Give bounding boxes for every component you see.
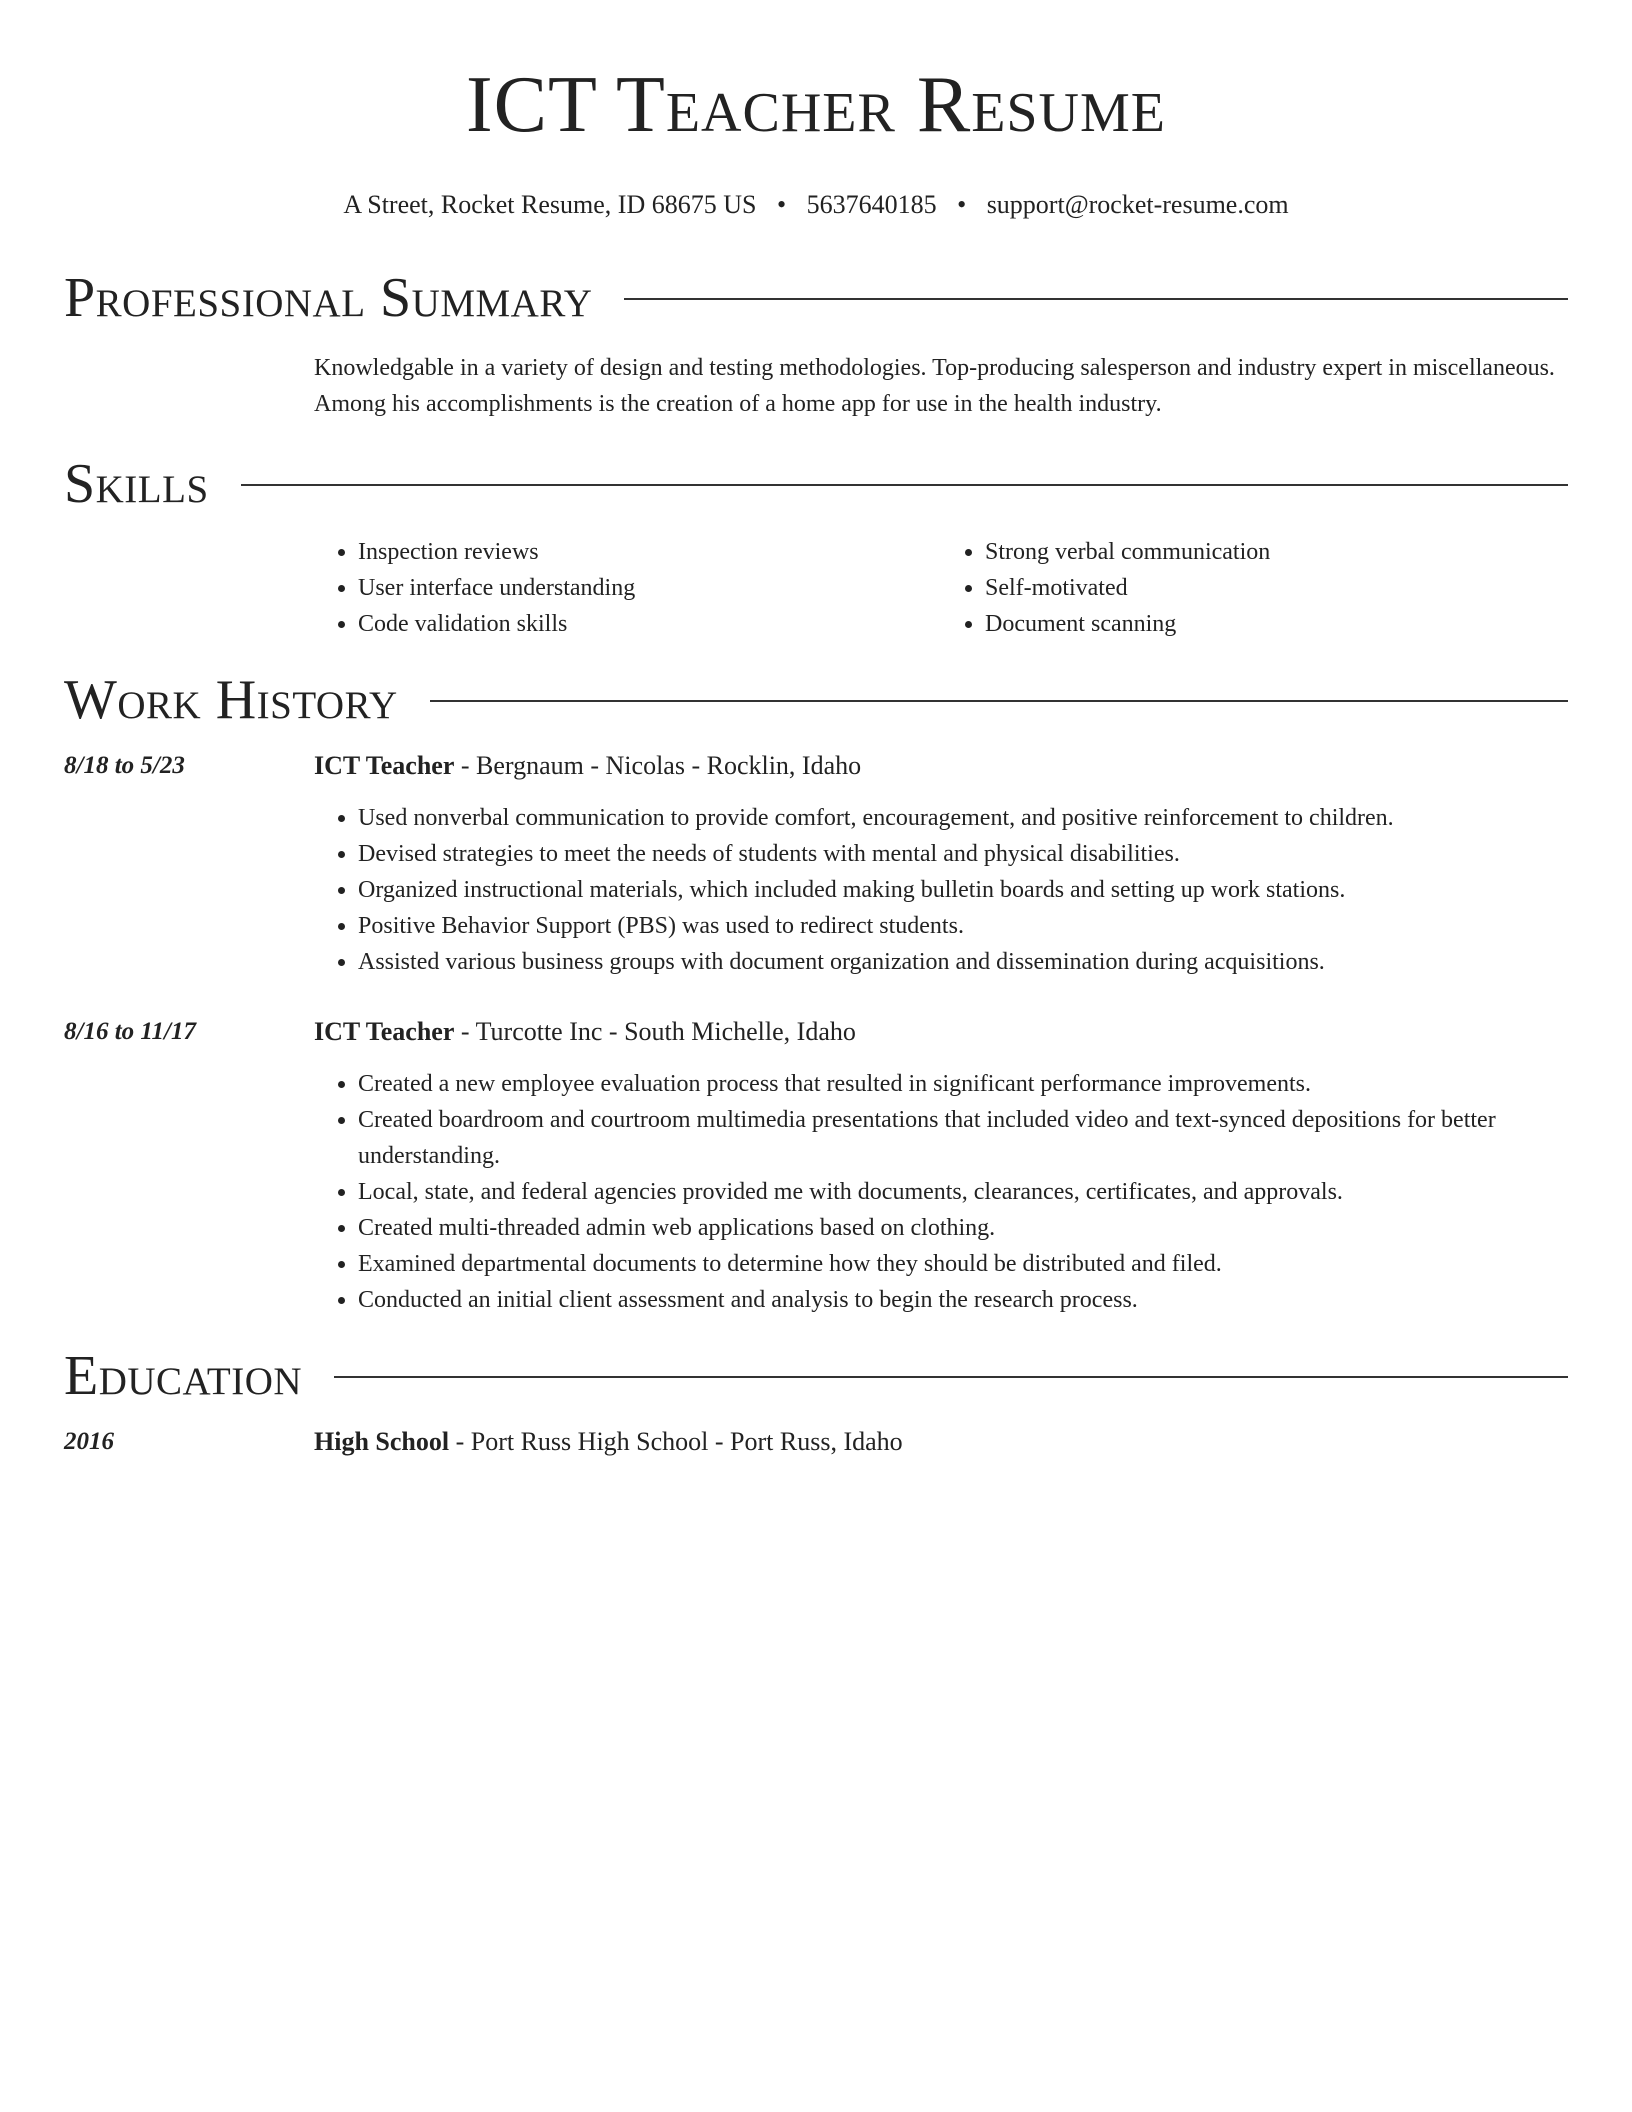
work-heading: Work History (64, 669, 398, 731)
job-bullet: • Conducted an initial client assessment and analysis to begin the research process. (358, 1282, 1568, 1318)
contact-phone: 5637640185 (806, 190, 937, 219)
education-title-line (314, 1424, 1568, 1460)
job-bullet: • Created multi-threaded admin web applications based on clothing. (358, 1210, 1568, 1246)
summary-text: Knowledgable in a variety of design and testing methodologies. Top-producing salesperson and industry expert in miscellaneous. Among his accomplishments is the creation of a home app for use in the health industry. (314, 355, 1555, 417)
job-role: ICT Teacher (314, 751, 455, 780)
section-divider (241, 484, 1568, 486)
contact-address: A Street, Rocket Resume, ID 68675 US (343, 190, 757, 219)
job-header (64, 1014, 1568, 1050)
resume-title: ICT Teacher Resume (466, 61, 1166, 149)
job-bullets-row (64, 1050, 1568, 1318)
job-title-line (314, 748, 1568, 784)
section-divider (334, 1376, 1568, 1378)
job-bullet: • Local, state, and federal agencies provided me with documents, clearances, certificates, and approvals. (358, 1174, 1568, 1210)
job-details: - Bergnaum - Nicolas - Rocklin, Idaho (454, 751, 862, 780)
contact-separator: • (776, 190, 787, 219)
job-bullets-col (314, 784, 1568, 980)
skill-item: • Code validation skills (358, 606, 941, 642)
job-entry (64, 748, 1568, 980)
education-year: 2016 (64, 1428, 114, 1455)
skill-item: • User interface understanding (358, 570, 941, 606)
education-entry (64, 1424, 1568, 1460)
education-details: - Port Russ High School - Port Russ, Idaho (449, 1427, 903, 1456)
job-bullet: • Positive Behavior Support (PBS) was used to redirect students. (358, 908, 1568, 944)
job-header (64, 748, 1568, 784)
job-entry (64, 1014, 1568, 1318)
skills-heading: Skills (64, 453, 209, 515)
education-degree: High School (314, 1427, 450, 1456)
contact-email: support@rocket-resume.com (986, 190, 1289, 219)
skills-section-header (64, 452, 1568, 516)
job-bullets-row (64, 784, 1568, 980)
section-divider (430, 700, 1568, 702)
skill-item: • Self-motivated (985, 570, 1568, 606)
summary-section-header (64, 266, 1568, 330)
job-details: - Turcotte Inc - South Michelle, Idaho (454, 1017, 856, 1046)
job-bullet-list (314, 1066, 1568, 1318)
job-left-spacer (64, 784, 314, 980)
job-bullets-col (314, 1050, 1568, 1318)
skills-left-spacer (64, 516, 314, 642)
job-title-line (314, 1014, 1568, 1050)
job-dates: 8/18 to 5/23 (64, 752, 185, 779)
job-bullet: • Used nonverbal communication to provide comfort, encouragement, and positive reinforcement to children. (358, 800, 1568, 836)
job-bullet: • Devised strategies to meet the needs of students with mental and physical disabilities. (358, 836, 1568, 872)
education-heading: Education (64, 1345, 303, 1407)
summary-row (64, 350, 1568, 422)
job-role: ICT Teacher (314, 1017, 455, 1046)
skills-list-left (314, 534, 941, 642)
contact-line (64, 188, 1568, 222)
skills-list-right (941, 534, 1568, 642)
summary-left-spacer (64, 350, 314, 422)
education-section-header (64, 1344, 1568, 1408)
skill-item: • Document scanning (985, 606, 1568, 642)
job-bullet-list (314, 800, 1568, 980)
skills-grid (314, 534, 1568, 642)
job-bullet: • Organized instructional materials, which included making bulletin boards and setting up work stations. (358, 872, 1568, 908)
job-bullet: • Examined departmental documents to determine how they should be distributed and filed. (358, 1246, 1568, 1282)
contact-separator: • (957, 190, 967, 219)
work-section-header (64, 668, 1568, 732)
job-left-spacer (64, 1050, 314, 1318)
job-dates: 8/16 to 11/17 (64, 1018, 196, 1045)
job-bullet: • Created a new employee evaluation process that resulted in significant performance improvements. (358, 1066, 1568, 1102)
skills-row (64, 516, 1568, 642)
job-bullet: • Assisted various business groups with document organization and dissemination during acquisitions. (358, 944, 1568, 980)
skill-item: • Inspection reviews (358, 534, 941, 570)
section-divider (624, 298, 1568, 300)
summary-heading: Professional Summary (64, 267, 593, 329)
job-bullet: • Created boardroom and courtroom multimedia presentations that included video and text-synced depositions for better understanding. (358, 1102, 1568, 1174)
skill-item: • Strong verbal communication (985, 534, 1568, 570)
